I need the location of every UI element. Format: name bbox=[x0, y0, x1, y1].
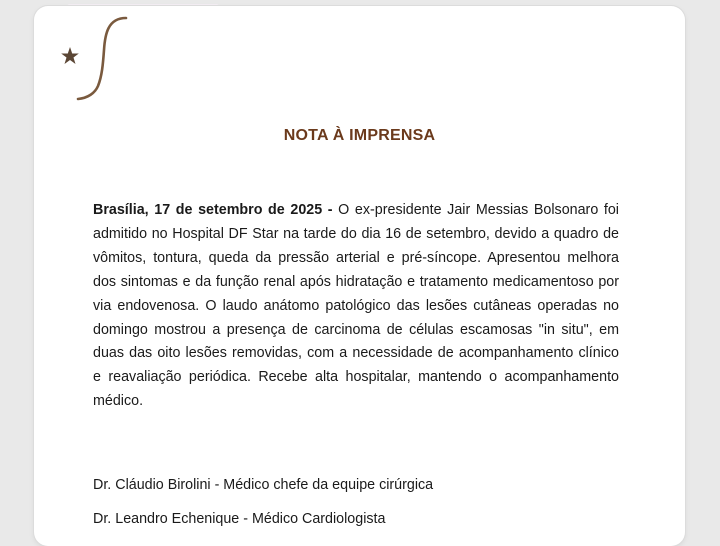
press-release-body bbox=[93, 199, 619, 414]
signature-cardiologist: Dr. Leandro Echenique - Médico Cardiologista bbox=[93, 511, 386, 527]
dateline: Brasília, 17 de setembro de 2025 - bbox=[93, 202, 333, 218]
signature-surgeon: Dr. Cláudio Birolini - Médico chefe da equipe cirúrgica bbox=[93, 477, 434, 493]
body-paragraph: O ex-presidente Jair Messias Bolsonaro foi admitido no Hospital DF Star na tarde do dia 16 de setembro, devido a quadro de vômitos, tontura, queda da pressão arterial e pré-síncope. Apresentou melhora dos sintomas e da função renal após hidratação e tratamento medicamentoso por via endovenosa. O laudo anátomo patológico das lesões cutâneas operadas no domingo mostrou a presença de carcinoma de células escamosas "in situ", em duas das oito lesões removidas, com a necessidade de acompanhamento clínico e reavaliação periódica. Recebe alta hospitalar, mantendo o acompanhamento médico. bbox=[93, 202, 619, 410]
hospital-logo-icon bbox=[58, 16, 130, 102]
press-release-title: NOTA À IMPRENSA bbox=[283, 127, 436, 144]
